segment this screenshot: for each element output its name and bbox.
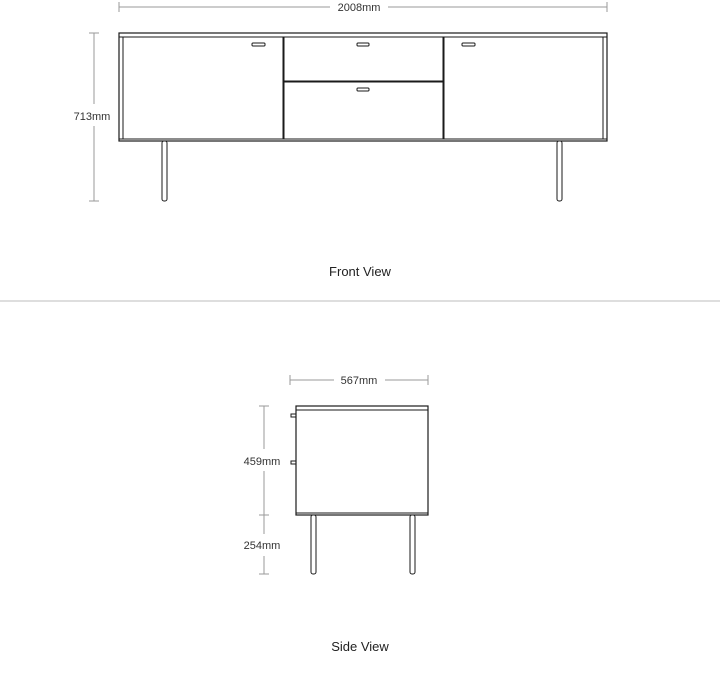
side-cabinet-body xyxy=(296,406,428,515)
side-view xyxy=(244,375,428,654)
front-cabinet-body xyxy=(119,33,607,141)
front-width-label: 2008mm xyxy=(337,2,381,14)
front-height-label: 713mm xyxy=(73,111,111,123)
front-left-leg xyxy=(162,141,167,201)
side-leg-height-dimension xyxy=(244,515,281,574)
side-right-leg xyxy=(410,515,415,574)
side-leg-height-label: 254mm xyxy=(243,540,281,552)
side-upper-handle xyxy=(291,414,296,417)
side-body-height-label: 459mm xyxy=(243,456,281,468)
front-height-dimension xyxy=(74,33,111,201)
front-width-dimension xyxy=(119,2,607,14)
front-right-leg xyxy=(557,141,562,201)
side-body-height-dimension xyxy=(244,406,281,515)
side-left-leg xyxy=(311,515,316,574)
front-view-title: Front View xyxy=(329,264,391,279)
side-depth-label: 567mm xyxy=(340,375,378,387)
side-lower-handle xyxy=(291,461,296,464)
side-view-title: Side View xyxy=(331,639,389,654)
front-view xyxy=(74,2,607,279)
side-depth-dimension xyxy=(290,375,428,387)
